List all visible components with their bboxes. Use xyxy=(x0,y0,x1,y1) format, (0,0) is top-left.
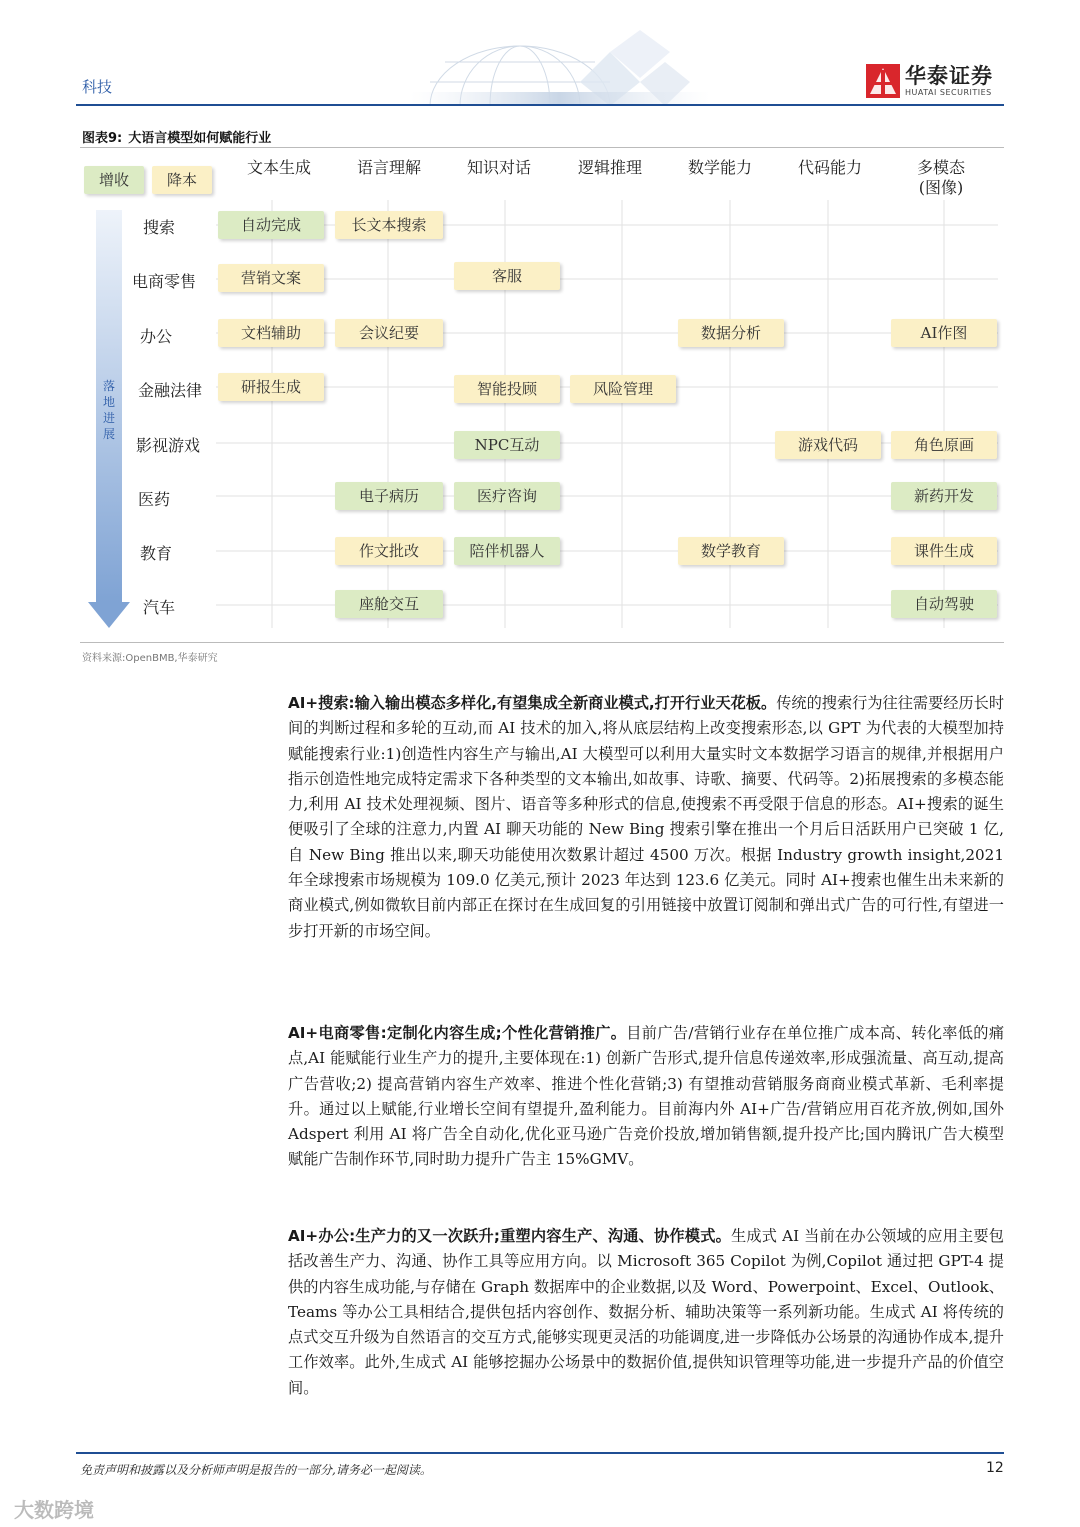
cell-ai-drawing: AI作图 xyxy=(891,319,997,347)
paragraph-lead: AI+搜索:输入输出模态多样化,有望集成全新商业模式,打开行业天花板。 xyxy=(288,694,777,712)
cell-math-education: 数学教育 xyxy=(678,537,784,565)
figure-source: 资料来源:OpenBMB,华泰研究 xyxy=(82,653,218,664)
section-tag: 科技 xyxy=(82,78,113,96)
col-header-code: 代码能力 xyxy=(797,158,862,177)
row-header-pharma: 医药 xyxy=(138,490,171,509)
legend-revenue: 增收 xyxy=(84,166,144,194)
paragraph-text: 目前广告/营销行业存在单位推广成本高、转化率低的痛点,AI 能赋能行业生产力的提升,主要体现在:1) 创新广告形式,提升信息传递效率,形成强流量、高互动,提高广告营收;2) 提高营销内容生产效率、推进个性化营销;3) 有望推动营销服务商商业模式革新、毛利率提升。通过以上赋能,行业增长空间有望提升,盈利能力。目前海内外 AI+广告/营销应用百花齐放,例如,国外 Adspert 利用 AI 将广告全自动化,优化亚马逊广告竞价投放,增加销售额,提升投产比;国内腾讯广告大模型赋能广告制作环节,同时助力提升广告主 15%GMV。 xyxy=(288,1024,1005,1169)
figure-caption: 大语言模型如何赋能行业 xyxy=(128,131,272,146)
cell-medical-consult: 医疗咨询 xyxy=(454,482,560,510)
col-header-text-gen: 文本生成 xyxy=(246,158,311,177)
cell-marketing-copy: 营销文案 xyxy=(218,264,324,292)
brand-name: 华泰证券 xyxy=(905,64,993,88)
col-header-logic: 逻辑推理 xyxy=(577,158,642,177)
figure-bottom-rule xyxy=(80,642,1004,643)
axis-label-progress: 落地进展 xyxy=(102,379,115,441)
col-header-lang-understanding: 语言理解 xyxy=(356,158,421,177)
col-header-multimodal-line1: 多模态 xyxy=(916,158,965,177)
paragraph-lead: AI+办公:生产力的又一次跃升;重塑内容生产、沟通、协作模式。 xyxy=(288,1227,731,1245)
col-header-math: 数学能力 xyxy=(687,158,752,177)
row-header-film-games: 影视游戏 xyxy=(136,436,201,455)
paragraph-text: 传统的搜索行为往往需要经历长时间的判断过程和多轮的互动,而 AI 技术的加入,将从底层结构上改变搜索形态,以 GPT 为代表的大模型加持赋能搜索行业:1)创造性内容生产与输出,AI 大模型可以利用大量实时文本数据学习语言的规律,并根据用户指示创造性地完成特定需求下各种类型的文本输出,如故事、诗歌、摘要、代码等。2)拓展搜索的多模态能力,利用 AI 技术处理视频、图片、语音等多种形式的信息,使搜索不再受限于信息的形态。AI+搜索的诞生便吸引了全球的注意力,内置 AI 聊天功能的 New Bing 搜索引擎在推出一个月后日活跃用户已突破 1 亿,自 New Bing 推出以来,聊天功能使用次数累计超过 4500 万次。根据 Industry growth insight,2021 年全球搜索市场规模为 109.0 亿美元,预计 2023 年达到 123.6 亿美元。同时 AI+搜索也催生出未来新的商业模式,例如微软目前内部正在探讨在生成回复的引用链接中放置订阅制和弹出式广告的可行性,有望进一步打开新的市场空间。 xyxy=(288,694,1004,940)
cell-cockpit-interaction: 座舱交互 xyxy=(335,590,443,618)
row-header-finance-law: 金融法律 xyxy=(138,381,203,400)
cell-data-analysis: 数据分析 xyxy=(678,319,784,347)
legend-cost: 降本 xyxy=(152,166,212,194)
col-header-multimodal xyxy=(886,158,996,198)
col-header-knowledge-dialogue: 知识对话 xyxy=(466,158,531,177)
cell-game-code: 游戏代码 xyxy=(775,431,881,459)
cell-doc-assist: 文档辅助 xyxy=(218,319,324,347)
cell-character-art: 角色原画 xyxy=(891,431,997,459)
row-header-search: 搜索 xyxy=(143,218,176,237)
figure-label: 图表9: xyxy=(82,131,123,146)
cell-robo-advisor: 智能投顾 xyxy=(454,375,560,403)
footer-disclaimer: 免责声明和披露以及分析师声明是报告的一部分,请务必一起阅读。 xyxy=(80,1463,432,1477)
cell-risk-management: 风险管理 xyxy=(570,375,676,403)
col-header-multimodal-line2: (图像) xyxy=(918,178,964,197)
cell-courseware-gen: 课件生成 xyxy=(891,537,997,565)
footer-rule xyxy=(76,1452,1004,1454)
paragraph-ai-office xyxy=(288,1224,1004,1401)
row-header-ecommerce: 电商零售 xyxy=(132,272,197,291)
cell-meeting-minutes: 会议纪要 xyxy=(335,319,443,347)
watermark: 大数跨境 xyxy=(14,1498,94,1522)
paragraph-ai-ecommerce xyxy=(288,1021,1004,1173)
cell-drug-discovery: 新药开发 xyxy=(891,482,997,510)
cell-auto-complete: 自动完成 xyxy=(218,211,324,239)
page-number: 12 xyxy=(986,1460,1004,1476)
cell-long-text-search: 长文本搜索 xyxy=(335,211,443,239)
paragraph-ai-search xyxy=(288,691,1004,944)
cell-autonomous-driving: 自动驾驶 xyxy=(891,590,997,618)
row-header-auto: 汽车 xyxy=(143,598,176,617)
grid-lines xyxy=(216,200,998,628)
row-header-office: 办公 xyxy=(140,327,173,346)
row-header-education: 教育 xyxy=(140,544,173,563)
paragraph-lead: AI+电商零售:定制化内容生成;个性化营销推广。 xyxy=(288,1024,627,1042)
cell-companion-robot: 陪伴机器人 xyxy=(454,537,560,565)
cell-customer-service: 客服 xyxy=(454,262,560,290)
cell-essay-grading: 作文批改 xyxy=(335,537,443,565)
cell-npc-interaction: NPC互动 xyxy=(454,431,560,459)
cell-emr: 电子病历 xyxy=(335,482,443,510)
brand-english: HUATAI SECURITIES xyxy=(905,88,992,97)
cell-research-report: 研报生成 xyxy=(218,373,324,401)
paragraph-text: 生成式 AI 当前在办公领域的应用主要包括改善生产力、沟通、协作工具等应用方向。以 Microsoft 365 Copilot 为例,Copilot 通过把 GPT-4 提供的内容生成功能,与存储在 Graph 数据库中的企业数据,以及 Word、Powerpoint、Excel、Outlook、Teams 等办公工具相结合,提供包括内容创作、数据分析、辅助决策等一系列新功能。生成式 AI 将传统的点式交互升级为自然语言的交互方式,能够实现更灵活的功能调度,进一步降低办公场景的沟通协作成本,提升工作效率。此外,生成式 AI 能够挖掘办公场景中的数据价值,提供知识管理等功能,进一步提升产品的价值空间。 xyxy=(288,1227,1004,1397)
